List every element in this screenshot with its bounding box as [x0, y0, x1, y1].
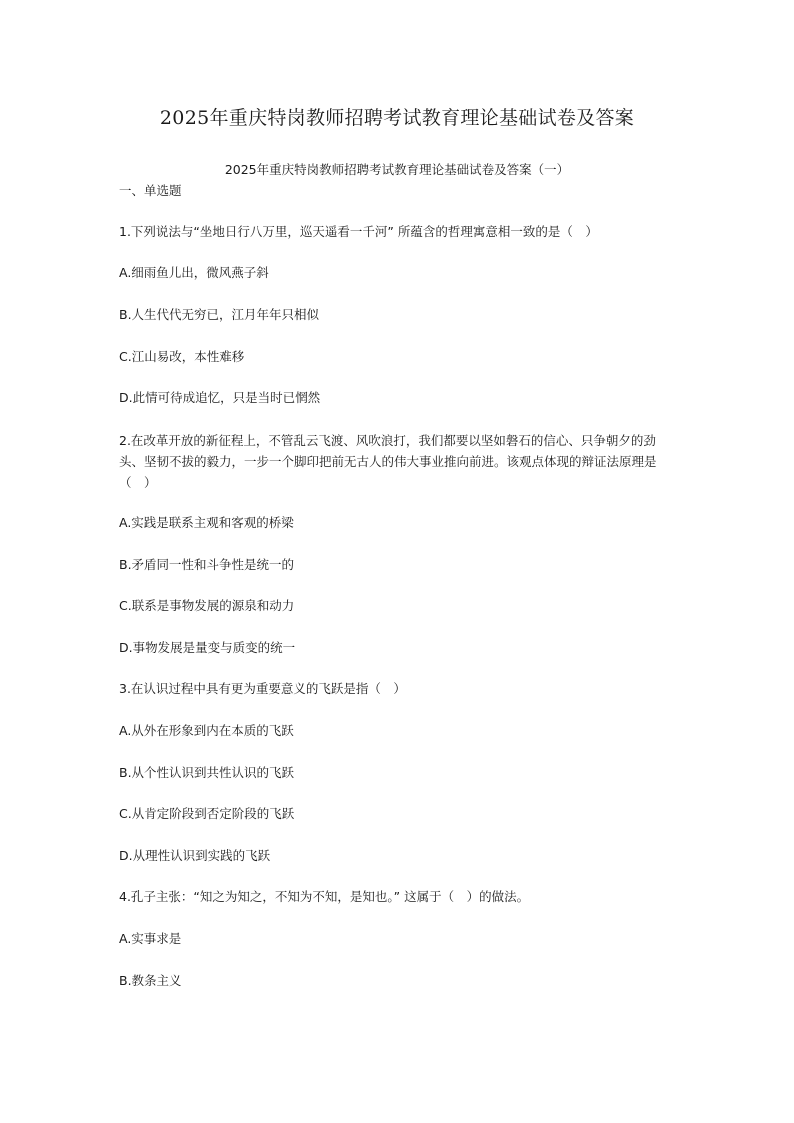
question-option: A.从外在形象到内在本质的飞跃 [119, 723, 294, 738]
part-heading: 一、单选题 [119, 183, 182, 198]
question-option: D.从理性认识到实践的飞跃 [119, 848, 271, 863]
question-option: C.联系是事物发展的源泉和动力 [119, 598, 295, 613]
question-option: B.人生代代无穷已，江月年年只相似 [119, 307, 320, 322]
question-stem: 3.在认识过程中具有更为重要意义的飞跃是指（ ） [119, 681, 406, 696]
question-option: B.教条主义 [119, 973, 182, 988]
question-option: B.从个性认识到共性认识的飞跃 [119, 765, 295, 780]
question-option: B.矛盾同一性和斗争性是统一的 [119, 557, 295, 572]
question-option: D.此情可待成追忆，只是当时已惘然 [119, 390, 321, 405]
question-stem: 2.在改革开放的新征程上，不管乱云飞渡、风吹浪打，我们都要以坚如磐石的信心、只争朝夕的劲头、坚韧不拔的毅力，一步一个脚印把前无古人的伟大事业推向前进。该观点体现的辩证法原理是（ ） [119, 433, 657, 490]
question-option: C.江山易改，本性难移 [119, 349, 245, 364]
question-option: A.细雨鱼儿出，微风燕子斜 [119, 265, 269, 280]
question-stem: 1.下列说法与“坐地日行八万里，巡天遥看一千河” 所蕴含的哲理寓意相一致的是（ ） [119, 224, 598, 239]
question-option: C.从肯定阶段到否定阶段的飞跃 [119, 806, 295, 821]
question-option: A.实事求是 [119, 931, 182, 946]
question-option: D.事物发展是量变与质变的统一 [119, 640, 296, 655]
question-option: A.实践是联系主观和客观的桥梁 [119, 515, 294, 530]
question-stem: 4.孔子主张：“知之为知之，不知为不知，是知也。” 这属于（ ）的做法。 [119, 889, 530, 904]
section-title: 2025年重庆特岗教师招聘考试教育理论基础试卷及答案（一） [224, 162, 570, 177]
document-title: 2025年重庆特岗教师招聘考试教育理论基础试卷及答案 [159, 107, 635, 129]
